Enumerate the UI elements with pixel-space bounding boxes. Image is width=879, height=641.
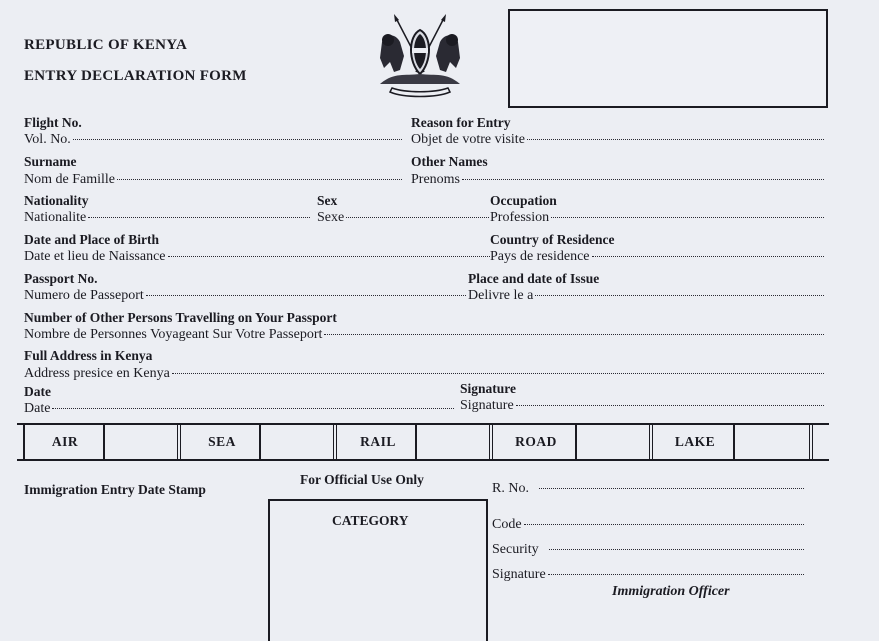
birth-field[interactable] [24, 249, 490, 265]
passport-label-en: Passport No. [24, 271, 98, 286]
transport-lake-checkbox[interactable] [733, 425, 811, 459]
code-label: Code [492, 517, 522, 532]
issue-label-en: Place and date of Issue [468, 271, 600, 286]
persons-label-en: Number of Other Persons Travelling on Your Passport [24, 310, 337, 325]
transport-mode-strip [17, 423, 829, 461]
issue-label-fr: Delivre le a [468, 288, 534, 303]
persons-field[interactable] [24, 327, 824, 343]
birth-label-en: Date and Place of Birth [24, 232, 159, 247]
reason-field[interactable] [411, 132, 824, 148]
birth-label-fr: Date et lieu de Naissance [24, 249, 166, 264]
occupation-label-en: Occupation [490, 193, 557, 208]
passport-label-fr: Numero de Passeport [24, 288, 144, 303]
photo-box [508, 9, 828, 108]
sex-field[interactable] [317, 210, 489, 226]
transport-sea-label: SEA [177, 425, 263, 459]
residence-label-en: Country of Residence [490, 232, 615, 247]
nationality-label-en: Nationality [24, 193, 89, 208]
signature-label-fr: Signature [460, 398, 514, 413]
date-label-en: Date [24, 384, 51, 399]
passport-field[interactable] [24, 288, 466, 304]
official-signature-label: Signature [492, 567, 546, 582]
transport-air-label: AIR [23, 425, 105, 459]
transport-rail-label: RAIL [333, 425, 419, 459]
sex-label-fr: Sexe [317, 210, 345, 225]
issue-field[interactable] [468, 288, 824, 304]
residence-field[interactable] [490, 249, 824, 265]
date-field[interactable] [24, 401, 454, 417]
reason-label-fr: Objet de votre visite [411, 132, 525, 147]
immigration-officer-caption: Immigration Officer [612, 584, 730, 599]
transport-lake-label: LAKE [649, 425, 737, 459]
surname-field[interactable] [24, 172, 402, 188]
flight-field[interactable] [24, 132, 402, 148]
stamp-label: Immigration Entry Date Stamp [24, 482, 206, 497]
nationality-field[interactable] [24, 210, 310, 226]
signature-label-en: Signature [460, 381, 517, 396]
transport-rail-checkbox[interactable] [415, 425, 491, 459]
persons-label-fr: Nombre de Personnes Voyageant Sur Votre Passeport [24, 327, 323, 342]
official-use-heading: For Official Use Only [300, 472, 424, 487]
security-field[interactable] [492, 542, 804, 558]
transport-strip-end [809, 425, 827, 459]
occupation-label-fr: Profession [490, 210, 550, 225]
code-field[interactable] [492, 517, 804, 533]
official-signature-field[interactable] [492, 567, 804, 583]
r-no-field[interactable] [492, 481, 804, 497]
address-label-en: Full Address in Kenya [24, 348, 153, 363]
coat-of-arms-emblem [374, 12, 466, 102]
sex-label-en: Sex [317, 193, 338, 208]
nationality-label-fr: Nationalite [24, 210, 87, 225]
flight-label-en: Flight No. [24, 115, 82, 130]
transport-road-label: ROAD [489, 425, 579, 459]
form-title: ENTRY DECLARATION FORM [24, 68, 247, 84]
residence-label-fr: Pays de residence [490, 249, 590, 264]
signature-field[interactable] [460, 398, 824, 414]
transport-air-checkbox[interactable] [103, 425, 179, 459]
reason-label-en: Reason for Entry [411, 115, 511, 130]
other-names-label-en: Other Names [411, 154, 488, 169]
date-label-fr: Date [24, 401, 51, 416]
transport-road-checkbox[interactable] [575, 425, 651, 459]
occupation-field[interactable] [490, 210, 824, 226]
address-field[interactable] [24, 366, 824, 382]
other-names-label-fr: Prenoms [411, 172, 460, 187]
transport-sea-checkbox[interactable] [259, 425, 335, 459]
flight-label-fr: Vol. No. [24, 132, 71, 147]
surname-label-en: Surname [24, 154, 77, 169]
republic-title: REPUBLIC OF KENYA [24, 37, 188, 53]
surname-label-fr: Nom de Famille [24, 172, 115, 187]
category-label: CATEGORY [332, 513, 409, 528]
security-label: Security [492, 542, 539, 557]
other-names-field[interactable] [411, 172, 824, 188]
address-label-fr: Address presice en Kenya [24, 366, 170, 381]
category-box [268, 499, 488, 641]
r-no-label: R. No. [492, 481, 529, 496]
